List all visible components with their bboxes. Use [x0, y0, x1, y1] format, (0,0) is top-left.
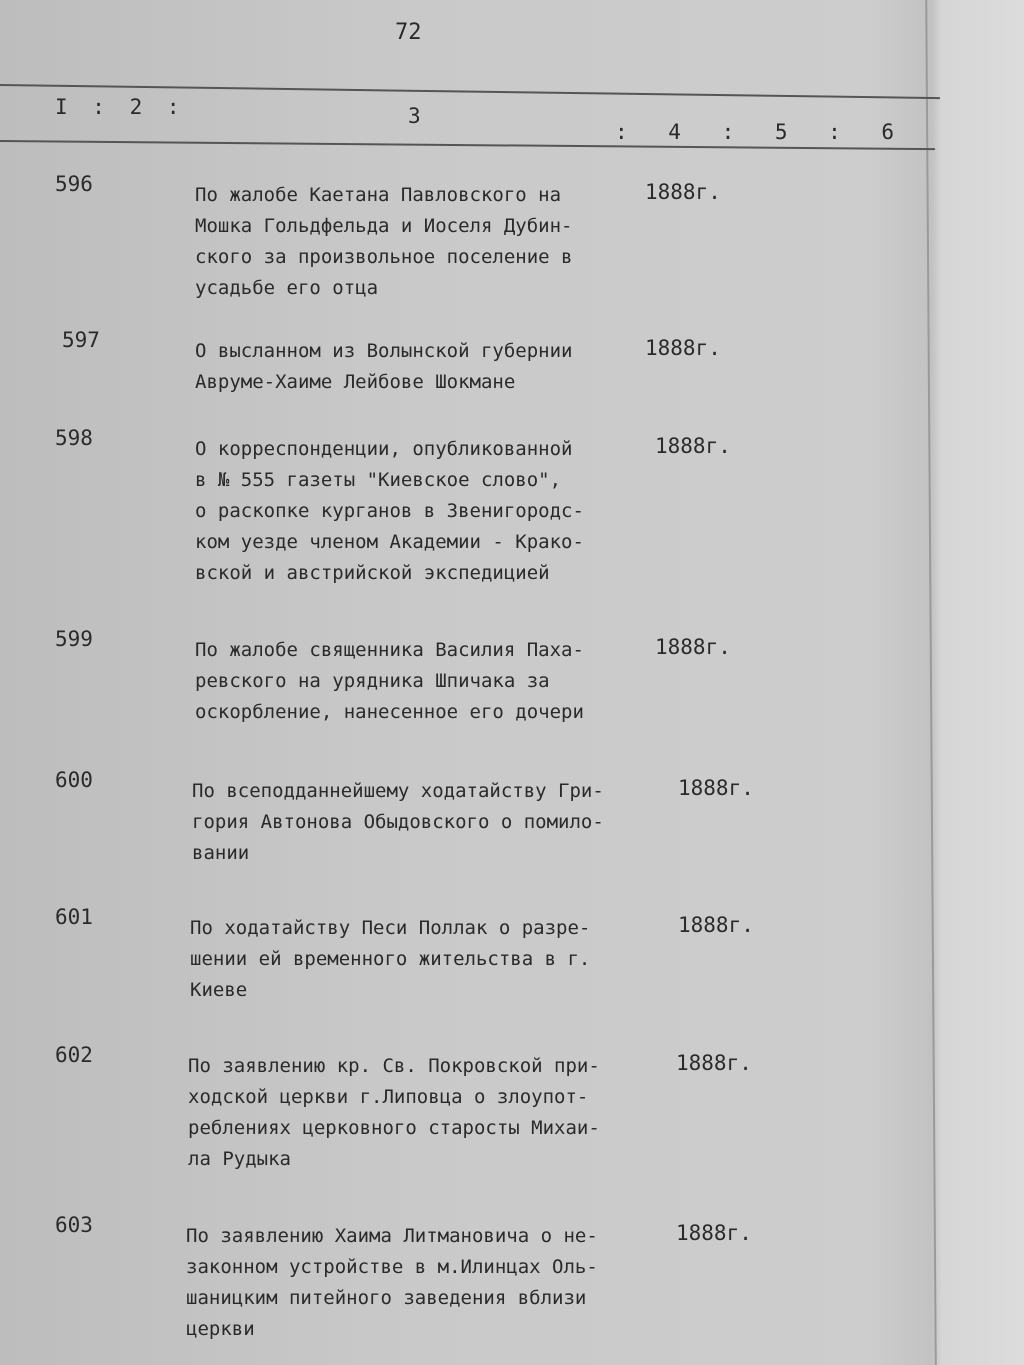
page-edge — [925, 0, 937, 1365]
entry-year: 1888г. — [678, 913, 754, 937]
entry-number: 602 — [55, 1043, 93, 1067]
entry-year: 1888г. — [655, 434, 731, 458]
entry-number: 597 — [62, 328, 100, 352]
entry-text: По всеподданнейшему ходатайству Гри- гория Автонова Обыдовского о помило- вании — [192, 780, 604, 864]
column-header-3: 3 — [408, 104, 427, 128]
entry-text: О высланном из Волынской губернии Авруме-Хаиме Лейбове Шокмане — [195, 340, 573, 393]
column-header-1-2: I : 2 : — [55, 95, 186, 119]
entry-year: 1888г. — [676, 1051, 752, 1075]
entry-number: 599 — [55, 627, 93, 651]
entry-number: 598 — [55, 426, 93, 450]
entry-year: 1888г. — [645, 336, 721, 360]
column-header-4-6: : 4 : 5 : 6 — [615, 120, 909, 144]
entry-number: 603 — [55, 1213, 93, 1237]
entry-year: 1888г. — [655, 635, 731, 659]
entry-text: По заявлению кр. Св. Покровской при- ходской церкви г.Липовца о злоупот- реблениях церковного старосты Михаи- ла Рудыка — [188, 1055, 600, 1170]
page-number: 72 — [395, 20, 422, 45]
entry-year: 1888г. — [645, 180, 721, 204]
entry-number: 601 — [55, 905, 93, 929]
entry-number: 600 — [55, 768, 93, 792]
entry-text: По ходатайству Песи Поллак о разре- шении ей временного жительства в г. Киеве — [190, 917, 591, 1001]
entry-year: 1888г. — [678, 776, 754, 800]
entry-text: По жалобе священника Василия Паха- ревского на урядника Шпичака за оскорбление, нанесенное его дочери — [195, 639, 584, 723]
entry-year: 1888г. — [676, 1221, 752, 1245]
entry-text: По заявлению Хаима Литмановича о не- законном устройстве в м.Илинцах Оль- шаницким питейного заведения вблизи церкви — [186, 1225, 598, 1340]
entry-text: По жалобе Каетана Павловского на Мошка Гольдфельда и Иоселя Дубин- ского за произвольное поселение в усадьбе его отца — [195, 184, 573, 299]
entry-text: О корреспонденции, опубликованной в № 555 газеты "Киевское слово", о раскопке курганов в Звенигородс- ком уезде членом Академии - Крако- вской и австрийской экспедицией — [195, 438, 584, 584]
entry-number: 596 — [55, 172, 93, 196]
